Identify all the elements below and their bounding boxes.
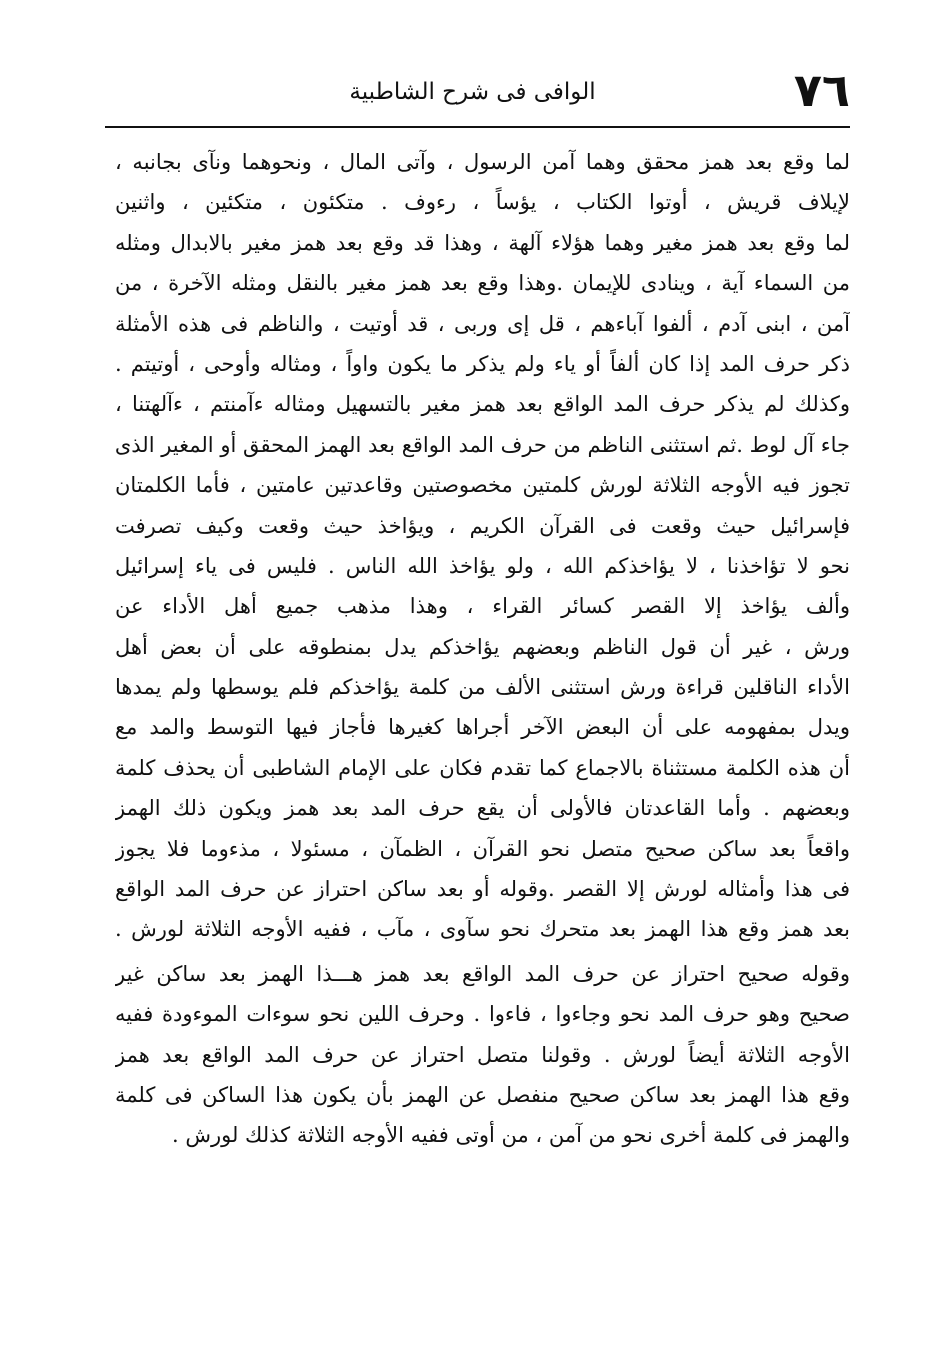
page-header [105, 60, 850, 126]
text-line: آمن ، ابنى آدم ، ألفوا آباءهم ، قل إى وربى ، قد أوتيت ، والناظم فى هذه الأمثلة [115, 311, 850, 336]
text-line: فى هذا وأمثاله لورش إلا القصر .وقوله أو بعد ساكن احتراز عن حرف المد الواقع [115, 877, 850, 902]
text-line: صحيح وهو حرف المد نحو وجاءوا ، فاءوا . وحرف اللين نحو سوءات الموءودة ففيه [115, 1002, 850, 1027]
running-title: الوافى فى شرح الشاطبية [349, 79, 596, 105]
text-line: من السماء آية ، وينادى للإيمان .وهذا وقع بعد همز مغير بالنقل ومثله الآخرة ، من [115, 271, 850, 296]
text-line: واقعاً بعد ساكن صحيح متصل نحو القرآن ، الظمآن ، مسئولا ، مذءوما فلا يجوز [115, 836, 850, 861]
header-rule [105, 126, 850, 128]
text-line: ويدل بمفهومه على أن البعض الآخر أجراها كغيرها فأجاز فيها التوسط والمد مع [115, 715, 850, 740]
body-text [115, 142, 850, 1156]
text-line: أن هذه الكلمة مستثناة بالاجماع كما تقدم فكان على الإمام الشاطبى أن يحذف كلمة [115, 755, 850, 780]
text-line: الأوجه الثلاثة أيضاً لورش . وقولنا متصل احتراز عن حرف المد الواقع بعد همز [115, 1042, 850, 1067]
text-line: وألف يؤاخذ إلا القصر كسائر القراء ، وهذا مذهب جميع أهل الأداء عن [115, 594, 850, 619]
text-line: ذكر حرف المد إذا كان ألفاً أو ياء ولم يذكر ما يكون واواً ، ومثاله وأوحى ، أوتيتم . [115, 351, 850, 376]
text-line: وقع هذا الهمز بعد ساكن صحيح منفصل عن الهمز بأن يكون هذا الساكن فى كلمة [115, 1082, 850, 1107]
text-line: وبعضهم . وأما القاعدتان فالأولى أن يقع حرف المد بعد همز ويكون ذلك الهمز [115, 796, 850, 821]
text-line: نحو لا تؤاخذنا ، لا يؤاخذكم الله ، ولو يؤاخذ الله الناس . فليس فى ياء إسرائيل [115, 553, 850, 578]
text-line: والهمز فى كلمة أخرى نحو من آمن ، من أوتى ففيه الأوجه الثلاثة كذلك لورش . [172, 1123, 850, 1148]
text-line: الأداء الناقلين قراءة ورش استثنى الألف من كلمة يؤاخذكم فلم يوسطها ولم يمدها [115, 675, 850, 700]
text-line: بعد همز وقع هذا الهمز بعد متحرك نحو سآوى ، مآب ، ففيه الأوجه الثلاثة لورش . [115, 917, 850, 942]
text-line: لما وقع بعد همز محقق وهما آمن الرسول ، وآتى المال ، ونحوهما ونآى بجانبه ، [115, 150, 850, 174]
text-line: جاء آل لوط .ثم استثنى الناظم من حرف المد الواقع بعد الهمز المحقق أو المغير الذى [115, 432, 850, 457]
text-line: تجوز فيه الأوجه الثلاثة لورش كلمتين مخصوصتين وقاعدتين عامتين ، فأما الكلمتان [115, 473, 850, 498]
text-line: فإسرائيل حيث وقعت فى القرآن الكريم ، ويؤاخذ حيث وقعت وكيف تصرفت [115, 513, 850, 538]
text-line: وكذلك لم يذكر حرف المد الواقع بعد همز مغير بالتسهيل ومثاله ءآمنتم ، ءآلهتنا ، [115, 392, 850, 417]
text-line: لإيلاف قريش ، أوتوا الكتاب ، يؤساً ، رءوف . متكئون ، متكئين ، واثنين [115, 190, 850, 215]
text-line: ورش ، غير أن قول الناظم وبعضهم يؤاخذكم يدل بمنطوقه على أن بعض أهل [115, 634, 850, 659]
text-line: وقوله صحيح احتراز عن حرف المد الواقع بعد همز هـــذا الهمز بعد ساكن غير [115, 961, 850, 986]
page-number: ٧٦ [793, 63, 850, 117]
text-line: لما وقع بعد همز مغير وهما هؤلاء آلهة ، وهذا قد وقع بعد همز مغير بالابدال ومثله [115, 230, 850, 255]
